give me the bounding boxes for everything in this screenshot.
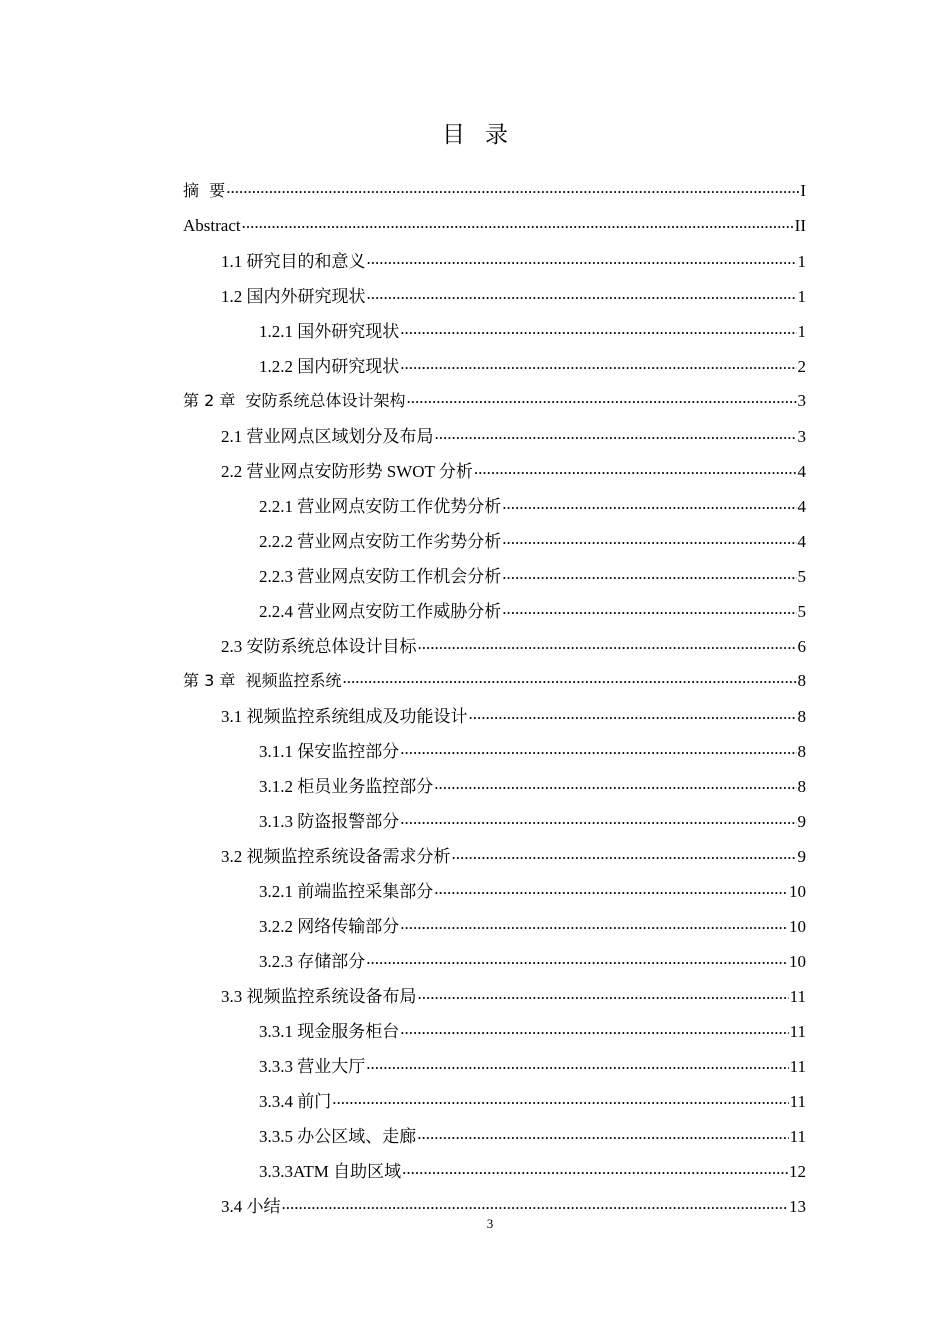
toc-dot-leader xyxy=(400,915,788,932)
toc-dot-leader xyxy=(434,775,796,792)
toc-entry-page: 12 xyxy=(789,1162,806,1181)
toc-dot-leader xyxy=(434,880,788,897)
toc-entry[interactable] xyxy=(0,452,950,487)
toc-entry[interactable] xyxy=(0,802,950,837)
toc-entry-page: 4 xyxy=(797,532,806,551)
toc-dot-leader xyxy=(417,1125,788,1142)
toc-entry[interactable] xyxy=(0,277,950,312)
toc-entry-page: 4 xyxy=(797,462,806,481)
toc-entry-label: 2.2.3 营业网点安防工作机会分析 xyxy=(259,567,502,586)
toc-entry[interactable] xyxy=(0,1082,950,1117)
toc-dot-leader xyxy=(332,1090,788,1107)
toc-entry-page: 6 xyxy=(797,637,806,656)
toc-dot-leader xyxy=(343,669,797,686)
toc-entry-label: 第 2 章 安防系统总体设计架构 xyxy=(183,391,406,410)
toc-entry[interactable] xyxy=(0,697,950,732)
toc-title xyxy=(0,116,950,149)
toc-entry[interactable] xyxy=(0,522,950,557)
toc-entry-page: 11 xyxy=(789,987,806,1006)
toc-entry[interactable] xyxy=(0,907,950,942)
toc-dot-leader xyxy=(400,320,796,337)
toc-dot-leader xyxy=(407,389,797,406)
toc-dot-leader xyxy=(367,250,797,267)
toc-entry-label: 3.2 视频监控系统设备需求分析 xyxy=(221,847,451,866)
toc-entry[interactable] xyxy=(0,1117,950,1152)
toc-entry-page: 1 xyxy=(797,322,806,341)
toc-entry[interactable] xyxy=(0,662,950,697)
toc-entry-label: 3.1.1 保安监控部分 xyxy=(259,742,400,761)
toc-dot-leader xyxy=(418,635,797,652)
toc-entry[interactable] xyxy=(0,172,950,207)
toc-entry-label: 3.2.1 前端监控采集部分 xyxy=(259,882,434,901)
table-of-contents xyxy=(0,172,950,1222)
toc-dot-leader xyxy=(400,355,796,372)
toc-dot-leader xyxy=(502,565,796,582)
toc-entry[interactable] xyxy=(0,767,950,802)
toc-entry[interactable] xyxy=(0,977,950,1012)
toc-entry-page: 11 xyxy=(789,1022,806,1041)
toc-entry-page: 4 xyxy=(797,497,806,516)
toc-entry-label: Abstract xyxy=(183,215,241,235)
toc-dot-leader xyxy=(418,985,789,1002)
toc-entry-label: 3.3 视频监控系统设备布局 xyxy=(221,987,417,1006)
toc-entry-page: 2 xyxy=(797,357,806,376)
toc-dot-leader xyxy=(282,1195,789,1212)
toc-dot-leader xyxy=(366,950,788,967)
toc-entry-page: 3 xyxy=(797,391,806,410)
toc-entry-page: I xyxy=(800,181,806,200)
toc-dot-leader xyxy=(452,845,797,862)
toc-dot-leader xyxy=(469,705,797,722)
toc-dot-leader xyxy=(502,495,796,512)
toc-entry-label: 3.3.5 办公区域、走廊 xyxy=(259,1127,417,1146)
toc-entry-page: 5 xyxy=(797,602,806,621)
toc-entry[interactable] xyxy=(0,1012,950,1047)
toc-entry-label: 3.2.3 存储部分 xyxy=(259,952,366,971)
toc-entry-label: 2.1 营业网点区域划分及布局 xyxy=(221,427,434,446)
toc-entry[interactable] xyxy=(0,1152,950,1187)
toc-entry[interactable] xyxy=(0,417,950,452)
toc-entry-label: 2.2 营业网点安防形势 SWOT 分析 xyxy=(221,462,473,481)
toc-entry-label: 3.3.1 现金服务柜台 xyxy=(259,1022,400,1041)
toc-entry[interactable] xyxy=(0,557,950,592)
toc-entry[interactable] xyxy=(0,942,950,977)
toc-entry-page: 8 xyxy=(797,777,806,796)
toc-entry-label: 3.1.2 柜员业务监控部分 xyxy=(259,777,434,796)
toc-dot-leader xyxy=(367,285,797,302)
toc-entry[interactable] xyxy=(0,207,950,242)
toc-entry[interactable] xyxy=(0,732,950,767)
toc-dot-leader xyxy=(400,1020,788,1037)
toc-entry-label: 1.2.2 国内研究现状 xyxy=(259,357,400,376)
toc-entry-page: 8 xyxy=(797,671,806,690)
toc-entry-page: 8 xyxy=(797,742,806,761)
toc-entry-label: 3.4 小结 xyxy=(221,1197,281,1216)
toc-entry[interactable] xyxy=(0,312,950,347)
toc-entry-page: 13 xyxy=(789,1197,806,1216)
toc-entry-page: 11 xyxy=(789,1057,806,1076)
toc-dot-leader xyxy=(400,810,796,827)
toc-dot-leader xyxy=(502,600,796,617)
toc-entry-label: 2.2.4 营业网点安防工作威胁分析 xyxy=(259,602,502,621)
toc-entry-label: 2.3 安防系统总体设计目标 xyxy=(221,637,417,656)
toc-entry-label: 2.2.1 营业网点安防工作优势分析 xyxy=(259,497,502,516)
toc-entry-page: 5 xyxy=(797,567,806,586)
toc-entry-page: 11 xyxy=(789,1127,806,1146)
toc-dot-leader xyxy=(474,460,797,477)
toc-dot-leader xyxy=(242,214,794,231)
toc-entry-page: 10 xyxy=(789,917,806,936)
toc-entry-page: 11 xyxy=(789,1092,806,1111)
toc-entry-page: 1 xyxy=(797,287,806,306)
toc-entry-page: 3 xyxy=(797,427,806,446)
toc-entry-label: 第 3 章 视频监控系统 xyxy=(183,671,342,690)
toc-entry[interactable] xyxy=(0,487,950,522)
toc-entry[interactable] xyxy=(0,347,950,382)
toc-entry-label: 1.1 研究目的和意义 xyxy=(221,252,366,271)
toc-entry-page: II xyxy=(794,215,806,235)
toc-entry-page: 1 xyxy=(797,252,806,271)
toc-dot-leader xyxy=(435,425,797,442)
toc-entry-page: 8 xyxy=(797,707,806,726)
toc-entry-label: 3.3.3 营业大厅 xyxy=(259,1057,366,1076)
toc-entry-page: 9 xyxy=(797,812,806,831)
toc-entry[interactable] xyxy=(0,382,950,417)
toc-dot-leader xyxy=(226,179,799,196)
toc-entry-label: 3.1 视频监控系统组成及功能设计 xyxy=(221,707,468,726)
toc-entry-label: 1.2.1 国外研究现状 xyxy=(259,322,400,341)
toc-title-char-2: 录 xyxy=(485,122,508,148)
toc-entry-page: 9 xyxy=(797,847,806,866)
toc-dot-leader xyxy=(402,1160,788,1177)
toc-entry[interactable] xyxy=(0,1047,950,1082)
toc-dot-leader xyxy=(502,530,796,547)
toc-entry[interactable] xyxy=(0,627,950,662)
toc-entry[interactable] xyxy=(0,872,950,907)
toc-entry-label: 摘 要 xyxy=(183,181,226,200)
toc-entry-label: 3.1.3 防盗报警部分 xyxy=(259,812,400,831)
toc-title-char-1: 目 xyxy=(442,122,465,148)
toc-entry[interactable] xyxy=(0,837,950,872)
toc-entry-label: 2.2.2 营业网点安防工作劣势分析 xyxy=(259,532,502,551)
toc-entry-label: 3.3.4 前门 xyxy=(259,1092,332,1111)
page-number: 3 xyxy=(486,1216,494,1231)
toc-entry[interactable] xyxy=(0,242,950,277)
toc-entry-label: 3.3.3ATM 自助区域 xyxy=(259,1162,402,1181)
toc-entry-label: 3.2.2 网络传输部分 xyxy=(259,917,400,936)
toc-entry[interactable] xyxy=(0,592,950,627)
toc-entry-page: 10 xyxy=(789,952,806,971)
toc-entry-page: 10 xyxy=(789,882,806,901)
toc-entry-label: 1.2 国内外研究现状 xyxy=(221,287,366,306)
toc-dot-leader xyxy=(400,740,796,757)
toc-dot-leader xyxy=(366,1055,788,1072)
